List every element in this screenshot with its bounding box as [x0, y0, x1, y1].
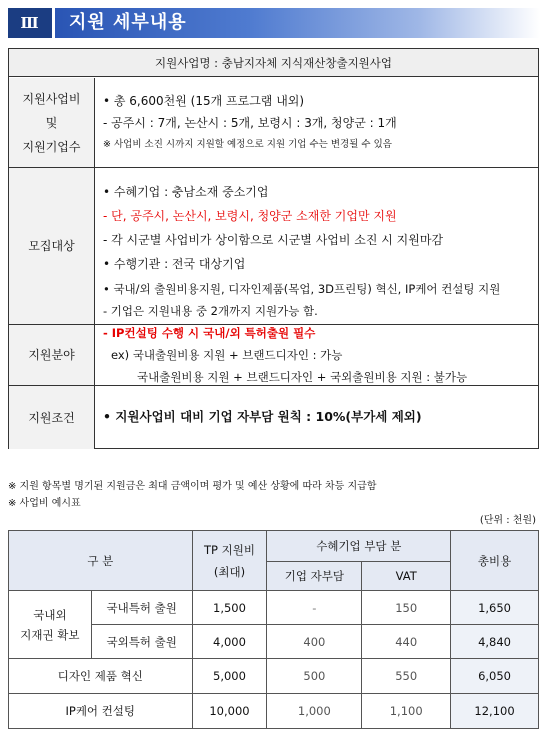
- budget-content: [103, 91, 397, 156]
- row-name: IP케어 컨설팅: [9, 694, 193, 729]
- table-row: [9, 659, 539, 694]
- header-tp-support: TP 지원비 (최대): [192, 531, 267, 591]
- row-tp: 5,000: [192, 659, 267, 694]
- row-name: 국외특허 출원: [91, 625, 192, 659]
- budget-label: 지원사업비 및 지원기업수: [9, 78, 95, 167]
- row-self: 500: [267, 659, 362, 694]
- header-self-pay: 기업 자부담: [267, 562, 362, 591]
- program-name: 지원사업명 : 충남지자체 지식재산창출지원사업: [9, 49, 538, 77]
- row-vat: 440: [362, 625, 451, 659]
- section-banner: [8, 8, 540, 38]
- row-name: 국내특허 출원: [91, 591, 192, 625]
- header-total: 총비용: [451, 531, 539, 591]
- field-required-notice: - IP컨설팅 수행 시 국내/외 특허출원 필수: [103, 326, 316, 340]
- condition-label: 지원조건: [9, 386, 95, 449]
- section-title: 지원 세부내용: [69, 12, 187, 33]
- header-category: 구 분: [9, 531, 193, 591]
- recruit-label: 모집대상: [9, 168, 95, 324]
- row-tp: 1,500: [192, 591, 267, 625]
- recruit-executing-agency: • 수행기관 : 전국 대상기업: [103, 257, 246, 271]
- recruit-beneficiary: • 수혜기업 : 충남소재 중소기업: [103, 185, 269, 199]
- budget-region-counts: - 공주시 : 7개, 논산시 : 5개, 보령시 : 3개, 청양군 : 1개: [103, 115, 397, 130]
- header-company-burden: 수혜기업 부담 분: [267, 531, 451, 562]
- recruit-region-restriction: - 단, 공주시, 논산시, 보령시, 청양군 소재한 기업만 지원: [103, 209, 397, 223]
- row-total: 4,840: [451, 625, 539, 659]
- row-self: -: [267, 591, 362, 625]
- table-row: [9, 591, 539, 625]
- row-self: 400: [267, 625, 362, 659]
- field-example-not-allowed: 국내출원비용 지원 + 브랜드디자인 + 국외출원비용 지원 : 불가능: [137, 370, 468, 384]
- row-vat: 150: [362, 591, 451, 625]
- field-limit: - 기업은 지원내용 중 2개까지 지원가능 함.: [103, 304, 318, 318]
- table-unit: (단위 : 천원): [479, 515, 536, 526]
- field-label: 지원분야: [9, 325, 95, 385]
- row-vat: 550: [362, 659, 451, 694]
- note-example-table: ※ 사업비 예시표: [8, 498, 81, 509]
- note-differential-payment: ※ 지원 항목별 명기된 지원금은 최대 금액이며 평가 및 예산 상황에 따라 차등 지급함: [8, 481, 377, 492]
- section-title-bar: [55, 8, 540, 38]
- header-vat: VAT: [362, 562, 451, 591]
- condition-content: • 지원사업비 대비 기업 자부담 원칙 : 10%(부가세 제외): [103, 409, 422, 424]
- row-total: 6,050: [451, 659, 539, 694]
- field-support-items: • 국내/외 출원비용지원, 디자인제품(목업, 3D프린팅) 혁신, IP케어 컨설팅 지원: [103, 282, 501, 296]
- recruit-content: [103, 180, 443, 276]
- row-self: 1,000: [267, 694, 362, 729]
- table-row: [9, 694, 539, 729]
- row-total: 1,650: [451, 591, 539, 625]
- recruit-deadline-note: - 각 시군별 사업비가 상이함으로 시군별 사업비 소진 시 지원마감: [103, 233, 444, 247]
- row-tp: 4,000: [192, 625, 267, 659]
- row-tp: 10,000: [192, 694, 267, 729]
- budget-note: ※ 사업비 소진 시까지 지원할 예정으로 지원 기업 수는 변경될 수 있음: [103, 139, 392, 150]
- cost-example-table: [8, 530, 539, 729]
- group-label-ip-rights: 국내외 지재권 확보: [9, 591, 92, 659]
- row-vat: 1,100: [362, 694, 451, 729]
- field-example-allowed: ex) 국내출원비용 지원 + 브랜드디자인 : 가능: [111, 348, 343, 362]
- section-number: Ⅲ: [8, 8, 52, 38]
- program-details-box: [8, 48, 539, 449]
- row-total: 12,100: [451, 694, 539, 729]
- row-name: 디자인 제품 혁신: [9, 659, 193, 694]
- budget-total: • 총 6,600천원 (15개 프로그램 내외): [103, 94, 305, 108]
- field-content: [103, 278, 500, 388]
